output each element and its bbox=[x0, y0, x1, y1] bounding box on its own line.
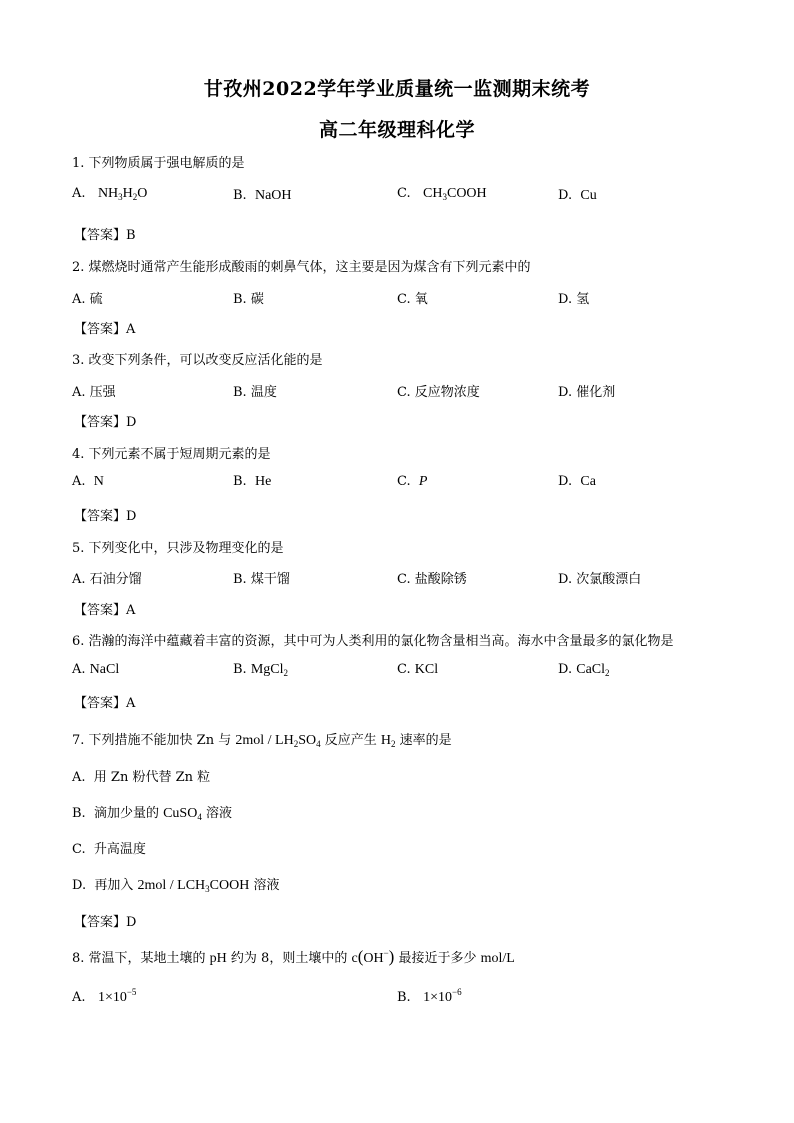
q3-option-a: A. 压强 bbox=[72, 385, 116, 400]
q7-option-c: C. 升高温度 bbox=[72, 842, 146, 857]
q1-answer: 【答案】B bbox=[74, 228, 136, 243]
q1-option-a: A. $NH_3H_2O$ bbox=[72, 186, 148, 202]
q6-answer: 【答案】A bbox=[74, 696, 136, 711]
q3-answer: 【答案】D bbox=[74, 415, 137, 430]
question-3-stem: 3. 改变下列条件，可以改变反应活化能的是 bbox=[72, 353, 323, 368]
q1-option-b: B. NaOH bbox=[233, 188, 292, 203]
q7-option-b: B. 滴加少量的 CuSO$_4$ 溶液 bbox=[72, 806, 232, 822]
q4-option-c: C. P bbox=[397, 474, 428, 489]
q5-option-c: C. 盐酸除锈 bbox=[397, 572, 467, 587]
q2-option-c: C. 氧 bbox=[397, 292, 428, 307]
q2-option-d: D. 氢 bbox=[558, 292, 590, 307]
question-6-stem: 6. 浩瀚的海洋中蕴藏着丰富的资源，其中可为人类利用的氯化物含量相当高。海水中含量最多的氯化物是 bbox=[72, 634, 674, 649]
question-5-stem: 5. 下列变化中，只涉及物理变化的是 bbox=[72, 541, 284, 556]
q6-option-d: D. CaCl$_2$ bbox=[558, 662, 610, 678]
q4-option-d: D. Ca bbox=[558, 474, 596, 489]
q6-option-c: C. KCl bbox=[397, 662, 439, 677]
q1-option-c: C. $CH_3COOH$ bbox=[397, 186, 487, 202]
question-2-stem: 2. 煤燃烧时通常产生能形成酸雨的刺鼻气体，这主要是因为煤含有下列元素中的 bbox=[72, 260, 531, 275]
question-1-stem: 1. 下列物质属于强电解质的是 bbox=[72, 156, 245, 171]
q3-option-b: B. 温度 bbox=[233, 385, 277, 400]
q2-option-a: A. 硫 bbox=[72, 292, 103, 307]
q5-option-b: B. 煤干馏 bbox=[233, 572, 290, 587]
q7-answer: 【答案】D bbox=[74, 915, 137, 930]
q5-option-d: D. 次氯酸漂白 bbox=[558, 572, 642, 587]
q2-answer: 【答案】A bbox=[74, 322, 136, 337]
q6-option-a: A. NaCl bbox=[72, 662, 120, 677]
q4-option-b: B. He bbox=[233, 474, 272, 489]
question-4-stem: 4. 下列元素不属于短周期元素的是 bbox=[72, 447, 271, 462]
q1-option-d: D. Cu bbox=[558, 188, 597, 203]
q7-option-d: D. 再加入 $2mol / LCH_3COOH$ 溶液 bbox=[72, 878, 280, 894]
q3-option-d: D. 催化剂 bbox=[558, 385, 616, 400]
q6-option-b: B. MgCl$_2$ bbox=[233, 662, 289, 678]
q7-option-a: A. 用 Zn 粉代替 Zn 粒 bbox=[72, 770, 211, 785]
q8-option-b: B. $1\times 10^{-6}$ bbox=[397, 987, 462, 1005]
exam-title: 甘孜州2022学年学业质量统一监测期末统考 bbox=[203, 78, 591, 100]
q4-option-a: A. N bbox=[72, 474, 104, 489]
q5-option-a: A. 石油分馏 bbox=[72, 572, 142, 587]
q4-answer: 【答案】D bbox=[74, 509, 137, 524]
q3-option-c: C. 反应物浓度 bbox=[397, 385, 480, 400]
question-7-stem: 7. 下列措施不能加快 Zn 与 $2mol / LH_2SO_4$ 反应产生 $H_2$ 速率的是 bbox=[72, 733, 452, 749]
question-8-stem: 8. 常温下，某地土壤的 pH 约为 8，则土壤中的 c(OH−) 最接近于多少 mol/L bbox=[72, 947, 515, 966]
q8-option-a: A. $1\times 10^{-5}$ bbox=[72, 987, 137, 1005]
q2-option-b: B. 碳 bbox=[233, 292, 264, 307]
q5-answer: 【答案】A bbox=[74, 603, 136, 618]
exam-subtitle: 高二年级理科化学 bbox=[318, 119, 475, 141]
